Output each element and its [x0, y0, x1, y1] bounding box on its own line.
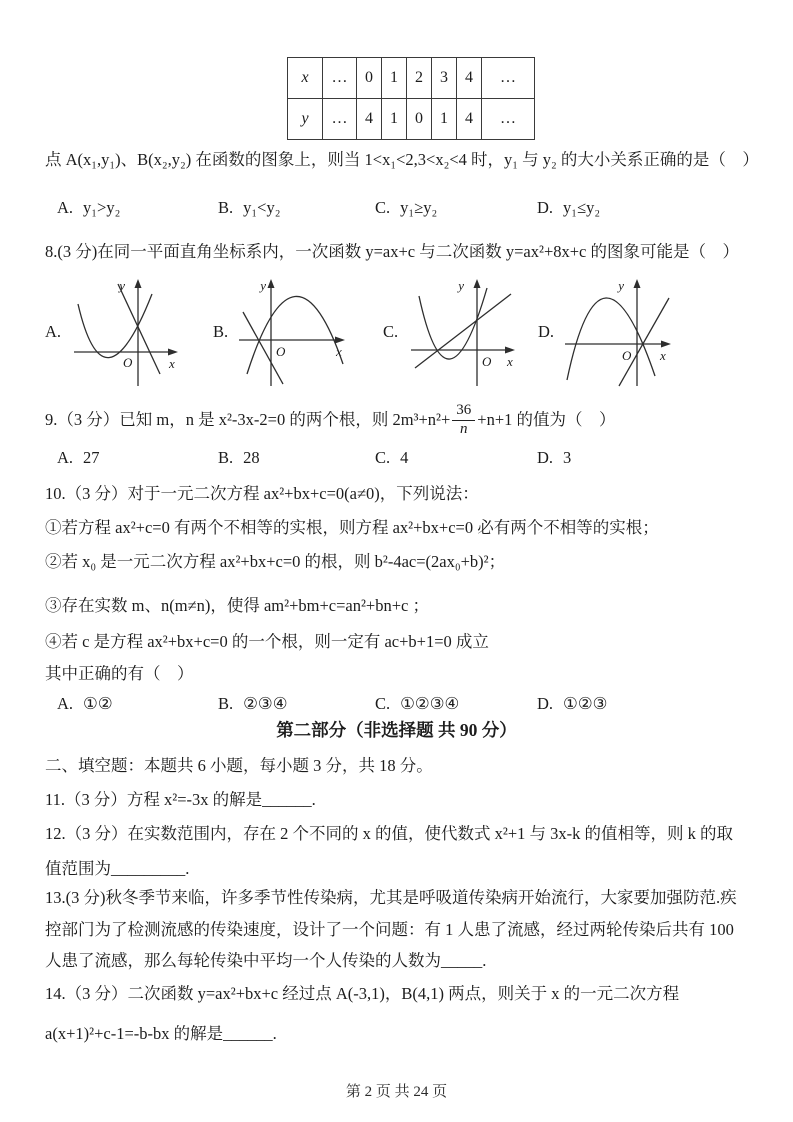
- page-footer: 第 2 页 共 24 页: [345, 1084, 448, 1100]
- q8-graph-option-c: [383, 276, 521, 388]
- question-10-options: [0, 692, 793, 718]
- q9-option-d: [537, 446, 571, 470]
- option-text: 27: [83, 448, 100, 467]
- q10-option-a: [57, 692, 113, 716]
- option-text: y₁≤y₂: [563, 198, 601, 217]
- y-axis-label: y: [618, 278, 625, 293]
- question-14-line1: 14.（3 分）二次函数 y=ax²+bx+c 经过点 A(-3,1)，B(4,1) 两点，则关于 x 的一元二次方程: [45, 984, 680, 1003]
- cell: 0: [407, 99, 432, 140]
- option-text: ①②③: [563, 694, 608, 713]
- fraction-36-over-n: [452, 403, 475, 438]
- y-axis-arrow-icon: [268, 279, 275, 288]
- graph-c-up-parabola-ascending-line: [403, 276, 521, 388]
- origin-label: O: [276, 344, 286, 359]
- option-text: 4: [400, 448, 409, 467]
- question-7-stem: 点 A(x₁,y₁)、B(x₂,y₂) 在函数的图象上，则当 1<x₁<2,3<x₂<4 时，y₁ 与 y₂ 的大小关系正确的是（ ）: [45, 150, 759, 169]
- option-text: ①②③④: [400, 694, 460, 713]
- q9-option-a: [57, 446, 100, 470]
- cell: 1: [432, 99, 457, 140]
- graph-d-down-parabola-ascending-line: [559, 276, 677, 388]
- question-7-options: [0, 196, 793, 222]
- option-label: D.: [537, 694, 554, 713]
- option-label: A.: [57, 198, 74, 217]
- option-label: C.: [375, 694, 391, 713]
- option-label: C.: [383, 322, 399, 341]
- option-label: B.: [218, 198, 234, 217]
- section2-intro: 二、填空题：本题共 6 小题，每小题 3 分，共 18 分。: [45, 756, 433, 775]
- question-13-line1: 13.(3 分)秋冬季节来临，许多季节性传染病，尤其是呼吸道传染病开始流行，大家要加强防范.疾: [45, 888, 737, 907]
- x-axis-label: x: [660, 348, 666, 363]
- option-label: D.: [537, 198, 554, 217]
- parabola-curve: [247, 296, 343, 374]
- cell: 1: [382, 99, 407, 140]
- part2-title: 第二部分（非选择题 共 90 分）: [276, 720, 517, 740]
- cell: …: [323, 99, 357, 140]
- cell: …: [482, 58, 535, 99]
- q10-option-c: [375, 692, 459, 716]
- option-label: C.: [375, 448, 391, 467]
- x-axis-arrow-icon: [505, 347, 515, 354]
- option-text: y₁≥y₂: [400, 198, 438, 217]
- y-axis-label: y: [119, 278, 126, 293]
- option-label: B.: [213, 322, 229, 341]
- option-text: ②③④: [243, 694, 288, 713]
- q7-option-c: [375, 196, 437, 220]
- option-label: A.: [57, 448, 74, 467]
- parabola-curve: [567, 298, 655, 380]
- option-label: D.: [537, 448, 554, 467]
- q10-option-d: [537, 692, 607, 716]
- q7-option-b: [218, 196, 280, 220]
- fraction-numerator: 36: [452, 403, 475, 421]
- q7-option-a: [57, 196, 120, 220]
- cell: 4: [457, 58, 482, 99]
- origin-label: O: [622, 348, 632, 363]
- x-axis-label: x: [169, 356, 175, 371]
- x-axis-arrow-icon: [168, 349, 178, 356]
- q9-stem-post: +n+1 的值为（ ）: [477, 410, 616, 429]
- x-axis-arrow-icon: [661, 341, 671, 348]
- question-12-line2: 值范围为_________.: [45, 859, 190, 878]
- option-label: C.: [375, 198, 391, 217]
- fraction-denominator: n: [460, 420, 468, 437]
- q9-stem-pre: 9.（3 分）已知 m，n 是 x²-3x-2=0 的两个根，则 2m³+n²+: [45, 410, 451, 429]
- table-row-x: [288, 58, 535, 99]
- question-9-options: [0, 446, 793, 472]
- cell: 2: [407, 58, 432, 99]
- y-axis-arrow-icon: [474, 279, 481, 288]
- option-label: B.: [218, 694, 234, 713]
- option-label: A.: [57, 694, 74, 713]
- question-8-stem: 8.(3 分)在同一平面直角坐标系内，一次函数 y=ax+c 与二次函数 y=ax²+8x+c 的图象可能是（ ）: [45, 242, 740, 261]
- origin-label: O: [482, 354, 492, 369]
- parabola-curve: [78, 294, 152, 358]
- question-14-line2: a(x+1)²+c-1=-b-bx 的解是______.: [45, 1024, 277, 1043]
- cell: 4: [457, 99, 482, 140]
- cell: 1: [382, 58, 407, 99]
- y-axis-arrow-icon: [135, 279, 142, 288]
- option-text: y₁<y₂: [243, 198, 281, 217]
- q10-statement-4: ④若 c 是方程 ax²+bx+c=0 的一个根，则一定有 ac+b+1=0 成立: [45, 632, 489, 651]
- q9-option-c: [375, 446, 408, 470]
- q8-graph-option-d: [538, 276, 677, 388]
- question-10-stem: 10.（3 分）对于一元二次方程 ax²+bx+c=0(a≠0)，下列说法：: [45, 484, 479, 503]
- table-row-y: [288, 99, 535, 140]
- q10-option-b: [218, 692, 288, 716]
- option-text: ①②: [83, 694, 113, 713]
- question-12-line1: 12.（3 分）在实数范围内，存在 2 个不同的 x 的值，使代数式 x²+1 与 3x-k 的值相等，则 k 的取: [45, 824, 733, 843]
- q10-statement-3: ③存在实数 m、n(m≠n)，使得 am²+bm+c=an²+bn+c ；: [45, 596, 429, 615]
- cell: 0: [357, 58, 382, 99]
- y-axis-label: y: [458, 278, 465, 293]
- line-graph: [415, 294, 511, 368]
- y-axis-label: y: [260, 278, 267, 293]
- row-header-y: y: [288, 99, 323, 140]
- question-13-line3: 人患了流感，那么每轮传染中平均一个人传染的人数为_____.: [45, 951, 487, 970]
- question-13-line2: 控部门为了检测流感的传染速度，设计了一个问题：有 1 人患了流感，经过两轮传染后共有 100: [45, 920, 734, 939]
- x-axis-label: x: [507, 354, 513, 369]
- x-axis-arrow-icon: [335, 337, 345, 344]
- option-label: A.: [45, 322, 62, 341]
- graph-b-down-parabola-descending-line: [233, 276, 351, 388]
- q10-statement-1: ①若方程 ax²+c=0 有两个不相等的实根，则方程 ax²+bx+c=0 必有两个不相等的实根；: [45, 518, 659, 537]
- q8-graph-option-a: [45, 276, 184, 388]
- cell: …: [323, 58, 357, 99]
- y-axis-arrow-icon: [634, 279, 641, 288]
- x-axis-label: x: [336, 344, 342, 359]
- option-label: D.: [538, 322, 555, 341]
- cell: …: [482, 99, 535, 140]
- cell: 3: [432, 58, 457, 99]
- q7-option-d: [537, 196, 600, 220]
- origin-label: O: [123, 355, 133, 370]
- q8-graph-option-b: [213, 276, 351, 388]
- q10-statement-2: ②若 x₀ 是一元二次方程 ax²+bx+c=0 的根，则 b²-4ac=(2ax₀+b)²；: [45, 552, 506, 571]
- q10-tail: 其中正确的有（ ）: [45, 664, 194, 683]
- option-text: 3: [563, 448, 572, 467]
- option-text: y₁>y₂: [83, 198, 121, 217]
- option-text: 28: [243, 448, 260, 467]
- cell: 4: [357, 99, 382, 140]
- graph-a-up-parabola-descending-line: [66, 276, 184, 388]
- option-label: B.: [218, 448, 234, 467]
- question-11: 11.（3 分）方程 x²=-3x 的解是______.: [45, 790, 316, 809]
- row-header-x: x: [288, 58, 323, 99]
- question-9-stem: [45, 400, 616, 440]
- q9-option-b: [218, 446, 260, 470]
- question-8-graph-options: [0, 276, 793, 390]
- xy-value-table: [287, 57, 535, 140]
